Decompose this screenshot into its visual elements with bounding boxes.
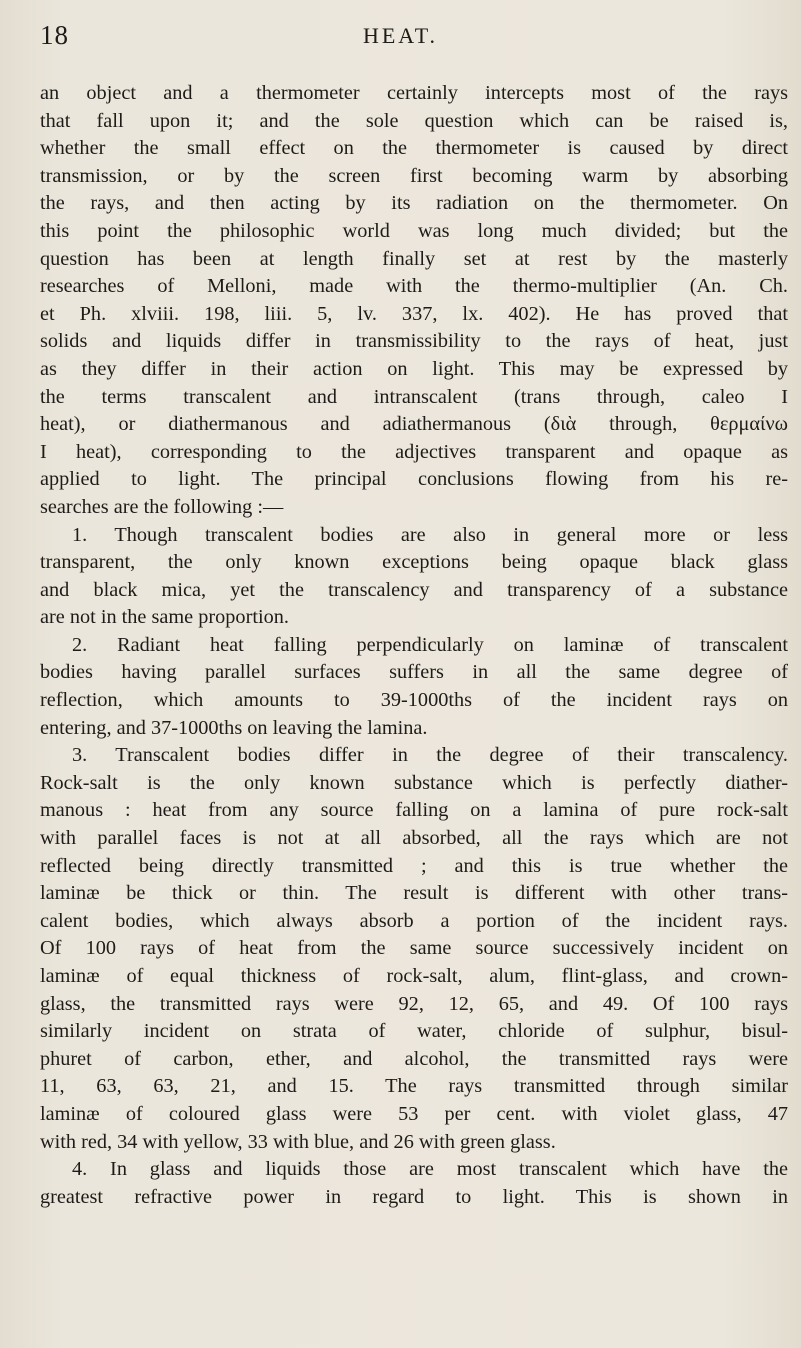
text-line: that fall upon it; and the sole question which can be raised is, xyxy=(40,109,788,132)
text-line: reflection, which amounts to 39-1000ths of the incident rays on xyxy=(40,689,788,712)
page-number: 18 xyxy=(40,20,69,50)
text-line: laminæ of equal thickness of rock-salt, alum, flint-glass, and crown- xyxy=(40,965,788,987)
text-line: the rays, and then acting by its radiation on the thermometer. On xyxy=(40,192,788,215)
text-line: 4. In glass and liquids those are most transcalent which have the xyxy=(72,1158,788,1181)
text-line: as they differ in their action on light. This may be expressed by xyxy=(40,357,788,380)
text-line: with parallel faces is not at all absorbed, all the rays which are not xyxy=(40,827,788,850)
text-line: I heat), corresponding to the adjectives transparent and opaque as xyxy=(40,440,788,463)
text-line: transmission, or by the screen first becoming warm by absorbing xyxy=(40,164,788,187)
text-line: glass, the transmitted rays were 92, 12, 65, and 49. Of 100 rays xyxy=(40,992,788,1015)
text-line: this point the philosophic world was long much divided; but the xyxy=(40,219,788,242)
text-line: question has been at length finally set at rest by the masterly xyxy=(40,247,788,270)
text-line: are not in the same proportion. xyxy=(40,606,289,629)
text-line: calent bodies, which always absorb a portion of the incident rays. xyxy=(40,909,788,932)
text-line: entering, and 37-1000ths on leaving the lamina. xyxy=(40,716,428,739)
running-title: HEAT. xyxy=(362,23,439,48)
text-line: manous : heat from any source falling on a lamina of pure rock-salt xyxy=(40,799,788,822)
text-line: greatest refractive power in regard to light. This is shown in xyxy=(40,1185,788,1208)
text-line: 3. Transcalent bodies differ in the degree of their transcalency. xyxy=(72,744,788,767)
text-line: Of 100 rays of heat from the same source successively incident on xyxy=(40,937,788,960)
text-line: phuret of carbon, ether, and alcohol, the transmitted rays were xyxy=(40,1047,788,1070)
text-line: bodies having parallel surfaces suffers in all the same degree of xyxy=(40,661,788,684)
text-line: 2. Radiant heat falling perpendicularly on laminæ of transcalent xyxy=(72,633,788,656)
text-line: laminæ of coloured glass were 53 per cent. with violet glass, 47 xyxy=(40,1102,788,1125)
text-line: 11, 63, 63, 21, and 15. The rays transmitted through similar xyxy=(40,1075,788,1098)
page-header xyxy=(40,20,761,60)
text-line: and black mica, yet the transcalency and transparency of a substance xyxy=(40,578,788,601)
text-line: the terms transcalent and intranscalent (trans through, caleo I xyxy=(40,385,788,408)
body-text xyxy=(40,80,788,1211)
text-line: transparent, the only known exceptions being opaque black glass xyxy=(40,551,788,574)
text-line: reflected being directly transmitted ; and this is true whether the xyxy=(40,854,788,877)
text-line: solids and liquids differ in transmissibility to the rays of heat, just xyxy=(40,330,788,353)
text-line: whether the small effect on the thermometer is caused by direct xyxy=(40,137,788,160)
text-line: Rock-salt is the only known substance which is perfectly diather- xyxy=(40,771,788,794)
text-line: laminæ be thick or thin. The result is different with other trans- xyxy=(40,882,788,905)
text-line: et Ph. xlviii. 198, liii. 5, lv. 337, lx. 402). He has proved that xyxy=(40,302,788,325)
text-line: similarly incident on strata of water, chloride of sulphur, bisul- xyxy=(40,1020,788,1043)
text-line: with red, 34 with yellow, 33 with blue, and 26 with green glass. xyxy=(40,1130,556,1153)
text-line: searches are the following :— xyxy=(40,495,284,518)
text-line: researches of Melloni, made with the thermo-multiplier (An. Ch. xyxy=(40,275,788,298)
text-line: an object and a thermometer certainly intercepts most of the rays xyxy=(40,82,788,104)
text-line: heat), or diathermanous and adiathermanous (διὰ through, θερμαίνω xyxy=(40,413,788,436)
text-line: 1. Though transcalent bodies are also in general more or less xyxy=(72,523,788,546)
text-line: applied to light. The principal conclusions flowing from his re- xyxy=(40,468,788,491)
